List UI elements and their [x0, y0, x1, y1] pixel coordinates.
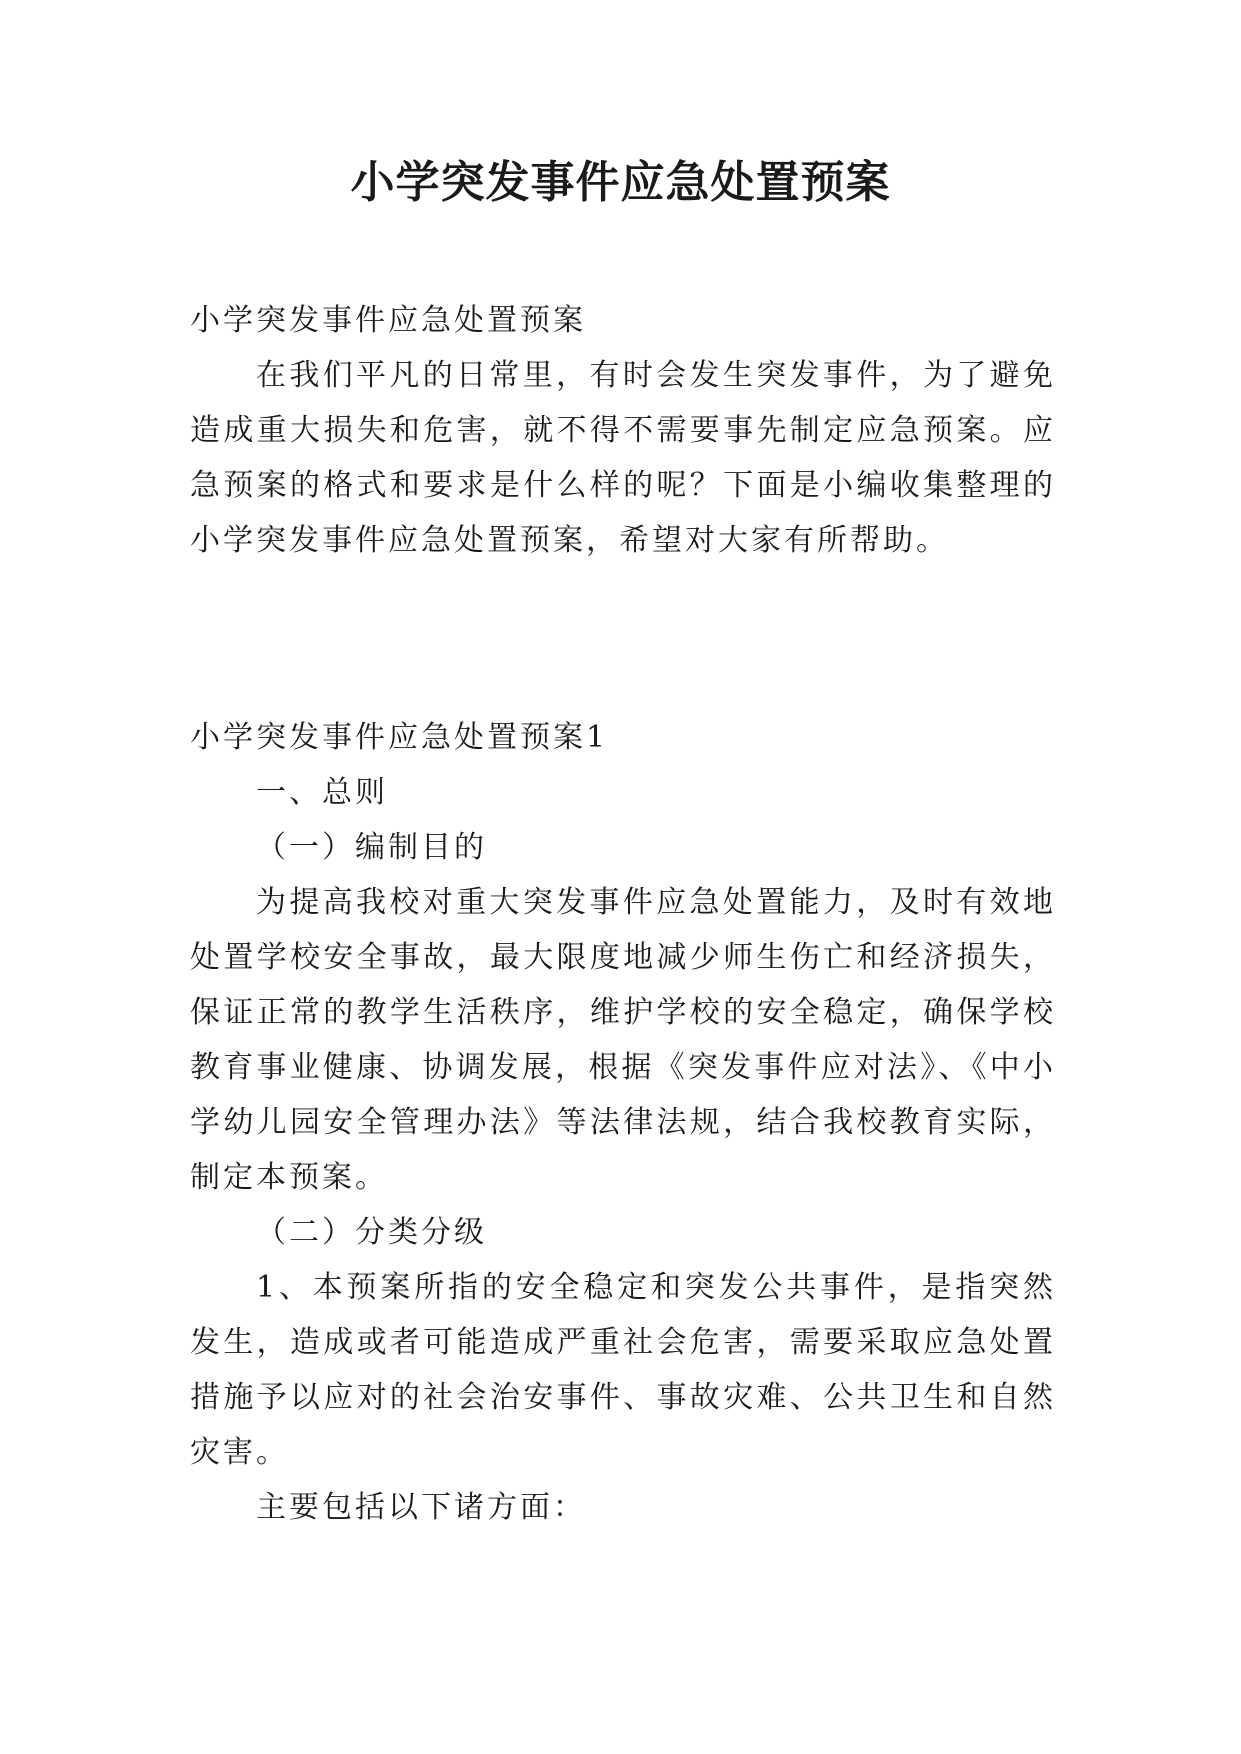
intro-heading: 小学突发事件应急处置预案	[190, 303, 586, 338]
subsection-heading: （二）分类分级	[256, 1215, 487, 1250]
purpose-paragraph: 为提高我校对重大突发事件应急处置能力，及时有效地处置学校安全事故，最大限度地减少师生伤亡和经济损失，保证正常的教学生活秩序，维护学校的安全稳定，确保学校教育事业健康、协调发展，根据《突发事件应对法》、《中小学幼儿园安全管理办法》等法律法规，结合我校教育实际，制定本预案。	[190, 885, 1056, 1195]
chapter-heading: 一、总则	[256, 775, 388, 810]
subsection-heading: （一）编制目的	[256, 830, 487, 865]
section-gap	[190, 568, 1056, 710]
classification-paragraph: 1、本预案所指的安全稳定和突发公共事件，是指突然发生，造成或者可能造成严重社会危害，需要采取应急处置措施予以应对的社会治安事件、事故灾难、公共卫生和自然灾害。	[190, 1270, 1056, 1470]
list-intro-paragraph: 主要包括以下诸方面：	[256, 1490, 586, 1525]
document-title: 小学突发事件应急处置预案	[350, 157, 891, 208]
section-heading: 小学突发事件应急处置预案1	[190, 720, 609, 755]
intro-paragraph: 在我们平凡的日常里，有时会发生突发事件，为了避免造成重大损失和危害，就不得不需要事先制定应急预案。应急预案的格式和要求是什么样的呢？下面是小编收集整理的小学突发事件应急处置预案，希望对大家有所帮助。	[190, 358, 1056, 558]
document-body	[190, 293, 1056, 1535]
